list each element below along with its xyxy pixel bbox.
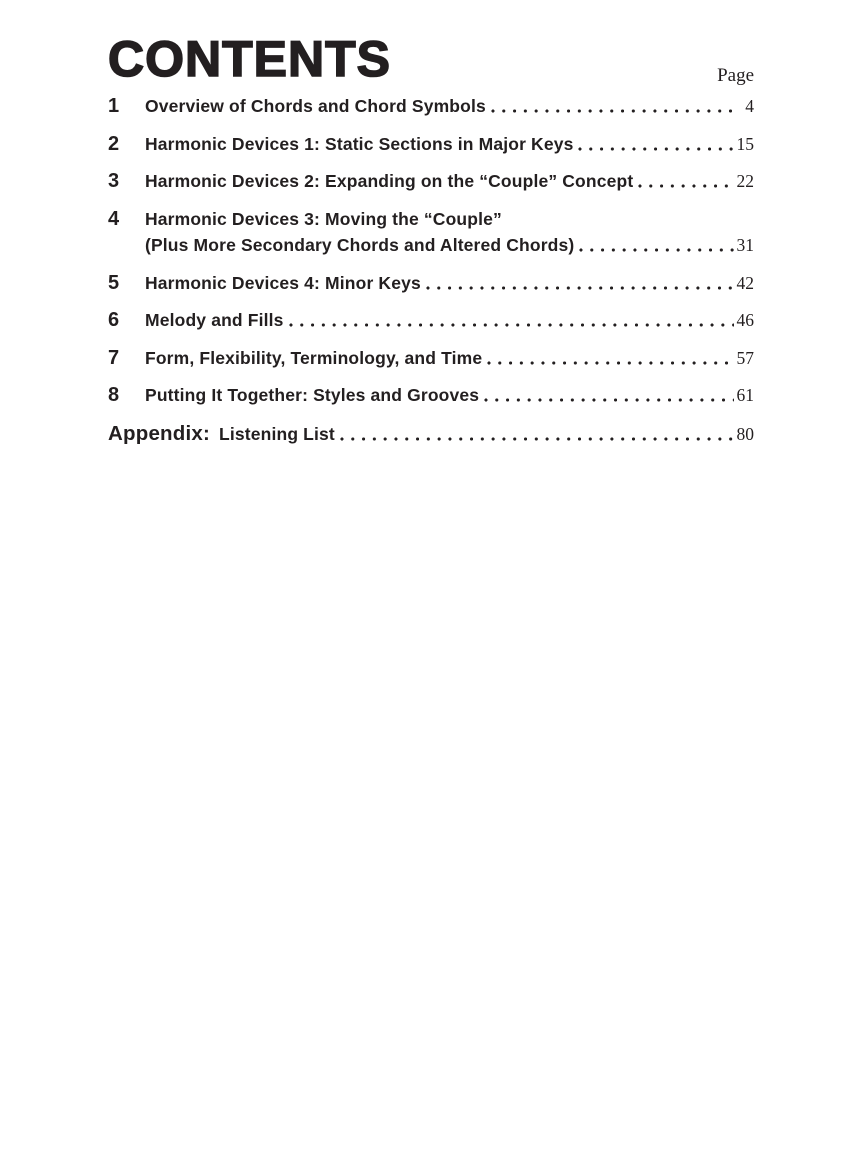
toc-entry: [108, 172, 754, 191]
toc-entry: [108, 311, 754, 330]
dot-leader: [491, 109, 737, 113]
appendix-entry: [108, 421, 754, 445]
chapter-title: Putting It Together: Styles and Grooves: [145, 385, 480, 405]
chapter-title: Melody and Fills: [145, 310, 284, 330]
page-number: 57: [736, 347, 754, 368]
page-number: 4: [745, 96, 754, 116]
page-title: CONTENTS: [108, 31, 391, 87]
dot-leader: [484, 398, 733, 402]
toc-entry-continuation: [108, 236, 754, 255]
contents-header: [108, 31, 754, 94]
dot-leader: [289, 323, 734, 327]
toc-entry: [108, 386, 754, 405]
chapter-title: Harmonic Devices 2: Expanding on the “Couple” Concept: [145, 171, 634, 191]
table-of-contents: [108, 97, 754, 444]
chapter-number: 3: [108, 170, 120, 192]
chapter-number: 1: [108, 95, 120, 117]
toc-entry: [108, 97, 754, 116]
chapter-title: Harmonic Devices 3: Moving the “Couple”: [145, 208, 502, 229]
chapter-number: 8: [108, 384, 120, 406]
chapter-title: Overview of Chords and Chord Symbols: [145, 96, 486, 116]
chapter-title: Form, Flexibility, Terminology, and Time: [145, 347, 483, 368]
appendix-title: Listening List: [219, 423, 335, 444]
chapter-number: 2: [108, 132, 120, 155]
chapter-number: 5: [108, 271, 120, 294]
appendix-label: Appendix:: [108, 421, 211, 445]
dot-leader: [340, 437, 734, 441]
page-number: 22: [736, 171, 754, 191]
dot-leader: [487, 361, 733, 365]
toc-entry: [108, 271, 754, 294]
page-column-label: Page: [717, 65, 754, 86]
chapter-number: 6: [108, 309, 120, 331]
toc-entry: [108, 132, 754, 155]
chapter-title: Harmonic Devices 1: Static Sections in Major Keys: [145, 133, 574, 154]
dot-leader: [578, 147, 733, 151]
page-number: 80: [736, 423, 754, 444]
chapter-title: Harmonic Devices 4: Minor Keys: [145, 272, 421, 293]
page-number: 46: [736, 310, 754, 330]
page-number: 61: [736, 385, 754, 405]
toc-entry: [108, 207, 754, 230]
chapter-number: 7: [108, 346, 120, 369]
chapter-title-line2: (Plus More Secondary Chords and Altered Chords): [145, 235, 575, 255]
chapter-number: 4: [108, 207, 120, 230]
page-number: 42: [736, 272, 754, 293]
dot-leader: [638, 184, 733, 188]
page-number: 31: [736, 235, 754, 255]
toc-entry: [108, 346, 754, 369]
dot-leader: [579, 248, 733, 252]
dot-leader: [426, 286, 734, 290]
page-number: 15: [736, 133, 754, 154]
book-page-content: [108, 31, 754, 462]
